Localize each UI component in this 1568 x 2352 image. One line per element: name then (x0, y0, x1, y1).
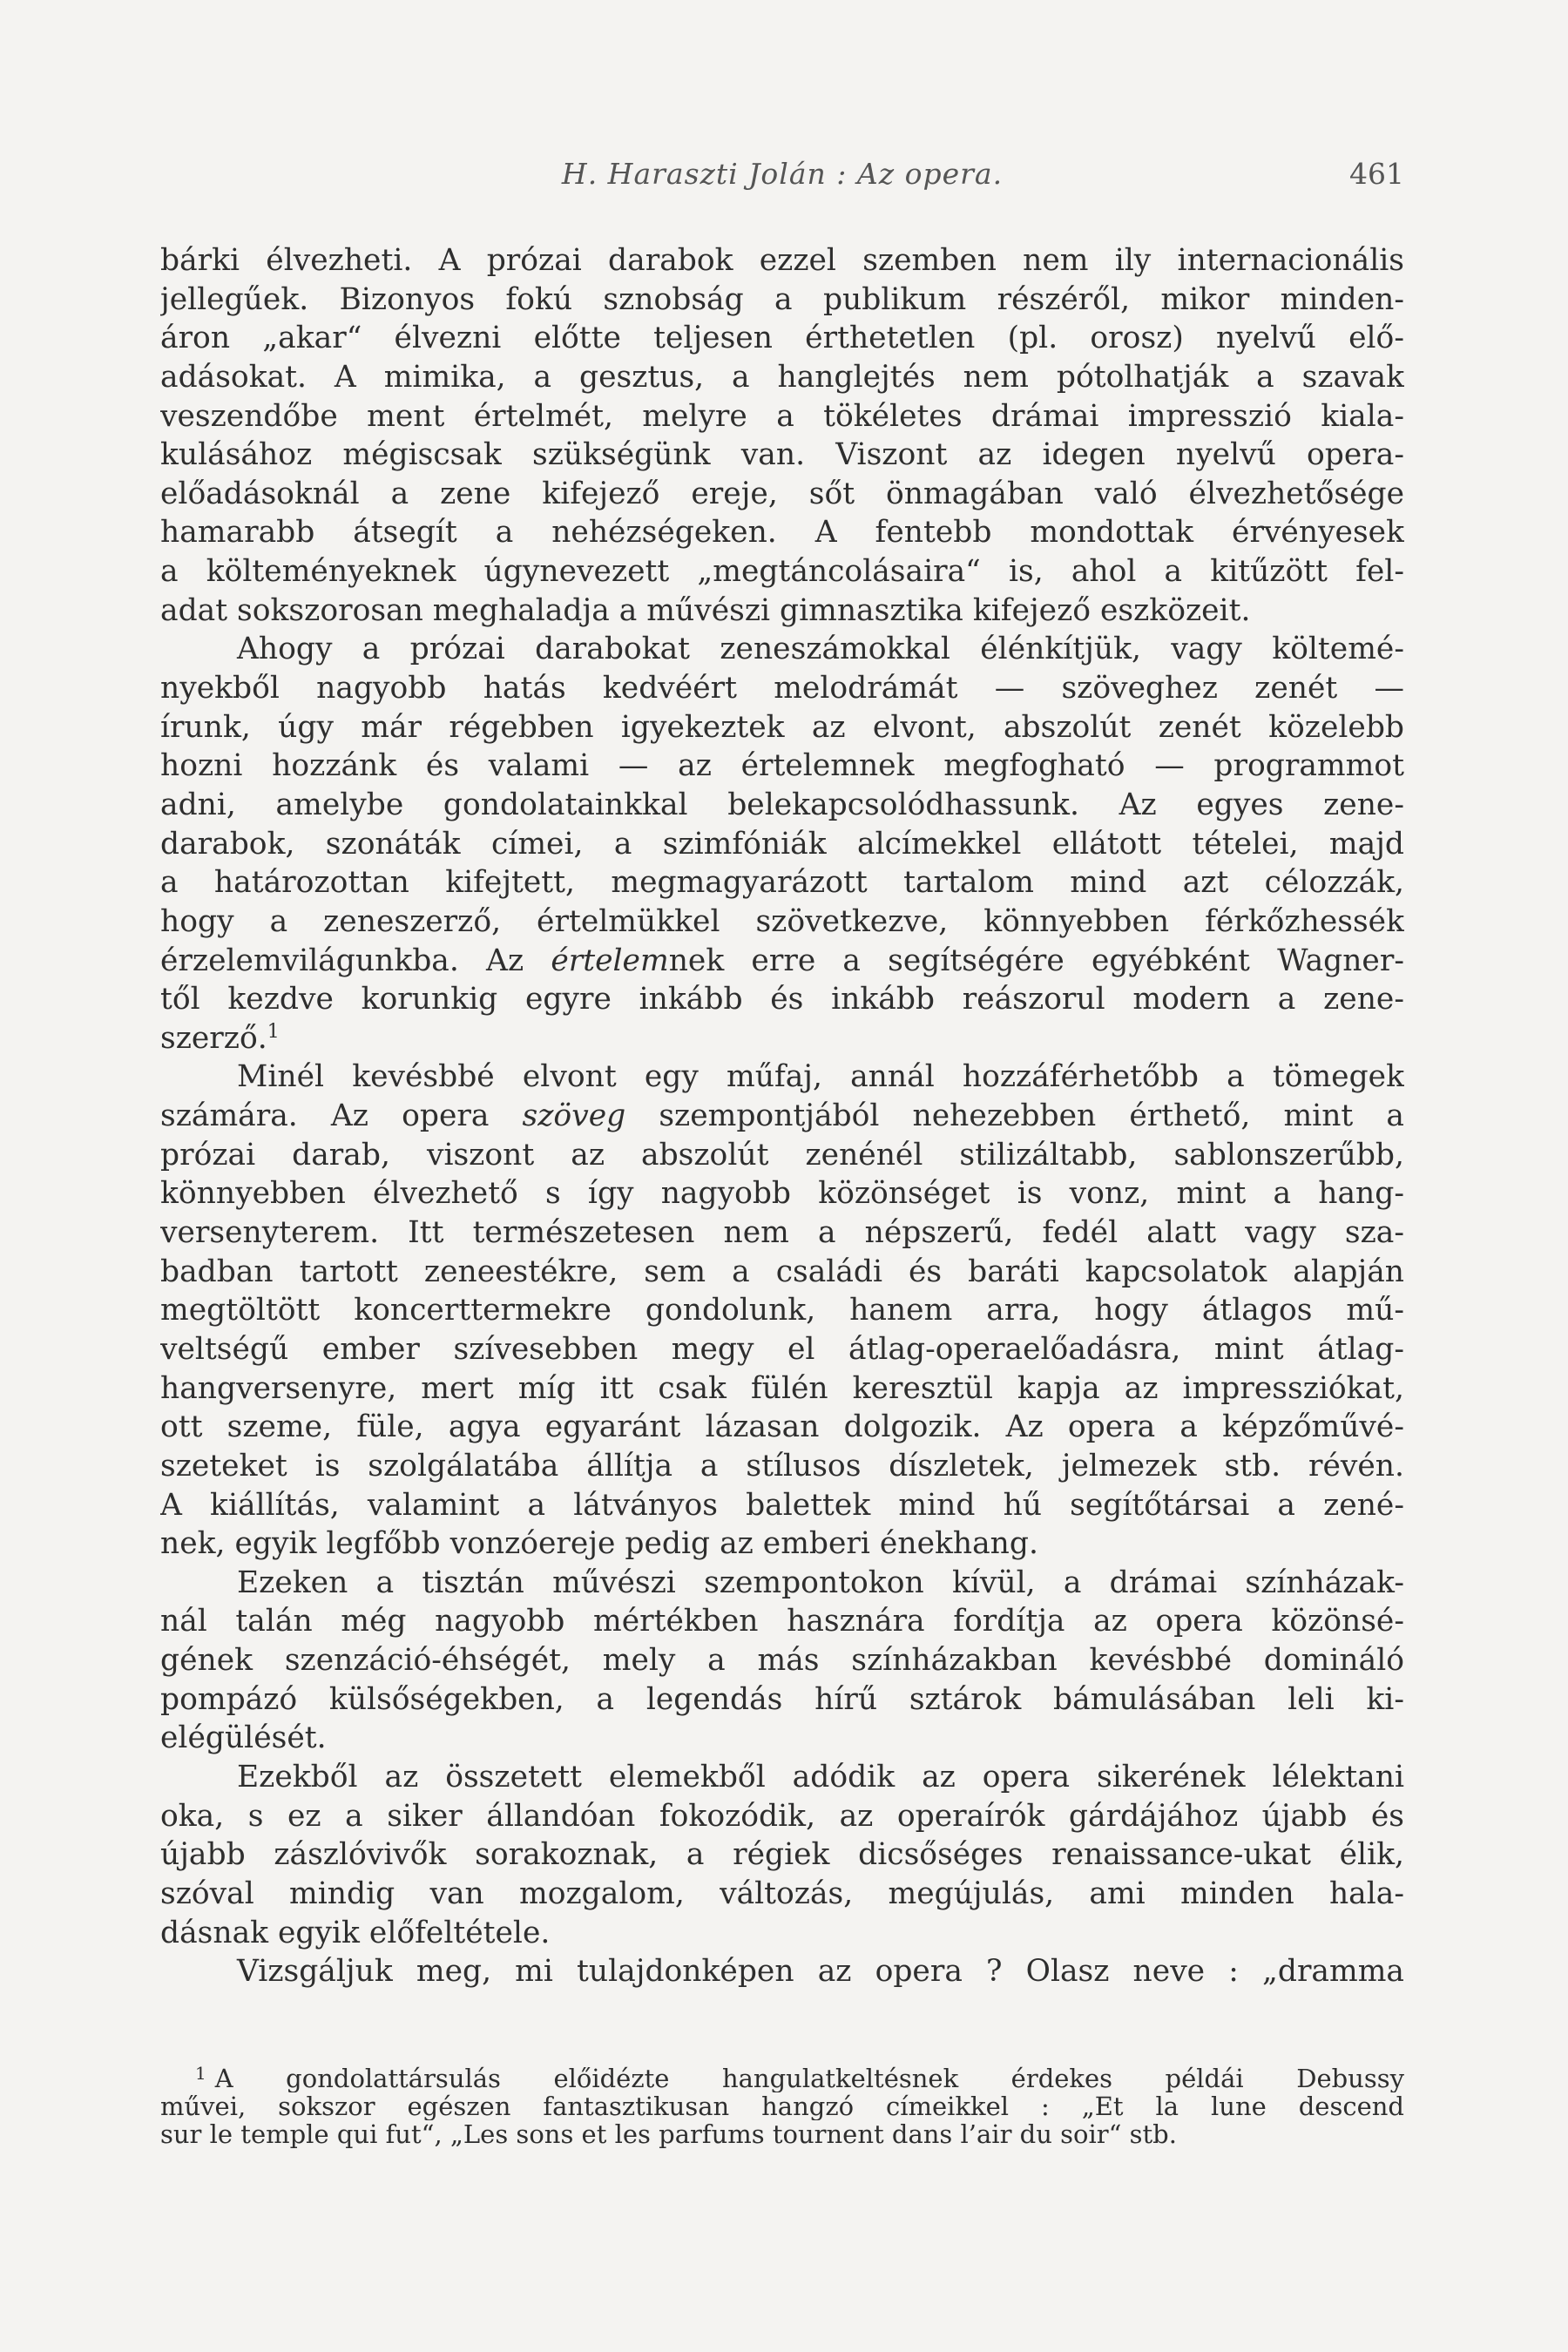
paragraph (160, 1952, 1404, 1991)
text-line: ott szeme, füle, agya egyaránt lázasan dolgozik. Az opera a képzőművé- (160, 1409, 1404, 1445)
running-head (160, 157, 1404, 209)
text-line: veszendőbe ment értelmét, melyre a tökéletes drámai impresszió kiala- (160, 398, 1404, 434)
footnote-reference: 1 (267, 1020, 280, 1043)
text-line: prózai darab, viszont az abszolút zenénél stilizáltabb, sablonszerűbb, (160, 1137, 1404, 1173)
footnote-line: sur le temple qui fut“, „Les sons et les parfums tournent dans l’air du soir“ stb. (160, 2120, 1177, 2148)
paragraph (160, 1058, 1404, 1563)
text-line: a határozottan kifejtett, megmagyarázott tartalom mind azt célozzák, (160, 865, 1404, 901)
text-line: hamarabb átsegít a nehézségeken. A fentebb mondottak érvényesek (160, 515, 1404, 551)
text-line: számára. Az opera szöveg szempontjából nehezebben érthető, mint a (160, 1098, 1404, 1134)
text-line: nyekből nagyobb hatás kedvéért melodrámát — szöveghez zenét — (160, 671, 1404, 706)
running-title: H. Haraszti Jolán : Az opera. (561, 157, 1004, 191)
text-line: adásokat. A mimika, a gesztus, a hanglejtés nem pótolhatják a szavak (160, 359, 1404, 395)
footnote (160, 2065, 1404, 2148)
text-line: Ahogy a prózai darabokat zeneszámokkal élénkítjük, vagy költemé- (237, 632, 1404, 667)
text-line: hogy a zeneszerző, értelmükkel szövetkezve, könnyebben férkőzhessék (160, 903, 1404, 939)
footnote-line: $^1$ A gondolattársulás előidézte hangulatkeltésnek érdekes példái Debussy (195, 2065, 1404, 2092)
text-line: től kezdve korunkig egyre inkább és inkább reászorul modern a zene- (160, 982, 1404, 1017)
text-line: a költeményeknek úgynevezett „megtáncolásaira“ is, ahol a kitűzött fel- (160, 554, 1404, 590)
page-number: 461 (1349, 157, 1404, 191)
text-line: gének szenzáció-éhségét, mely a más színházakban kevésbbé domináló (160, 1643, 1404, 1679)
body-text (160, 241, 1404, 1991)
text-line: dásnak egyik előfeltétele. (160, 1915, 551, 1950)
text-line: badban tartott zeneestékre, sem a családi és baráti kapcsolatok alapján (160, 1254, 1404, 1289)
text-line: Ezekből az összetett elemekből adódik az opera sikerének lélektani (237, 1759, 1404, 1794)
text-line: nek, egyik legfőbb vonzóereje pedig az emberi énekhang. (160, 1526, 1038, 1562)
text-line: kulásához mégiscsak szükségünk van. Viszont az idegen nyelvű opera- (160, 437, 1404, 473)
emphasis: értelem (551, 943, 669, 978)
text-line: megtöltött koncerttermekre gondolunk, hanem arra, hogy átlagos mű- (160, 1293, 1404, 1328)
text-line: jellegűek. Bizonyos fokú sznobság a publikum részéről, mikor minden- (160, 281, 1404, 317)
text-line: nál talán még nagyobb mértékben hasznára fordítja az opera közönsé- (160, 1604, 1404, 1639)
text-line: adni, amelybe gondolatainkkal belekapcsolódhassunk. Az egyes zene- (160, 787, 1404, 822)
paragraph (160, 1758, 1404, 1952)
paragraph (160, 241, 1404, 630)
text-line: bárki élvezheti. A prózai darabok ezzel szemben nem ily internacionális (160, 243, 1404, 278)
text-line: érzelemvilágunkba. Az értelemnek erre a segítségére egyébként Wagner- (160, 943, 1404, 978)
text-line: írunk, úgy már régebben igyekeztek az elvont, abszolút zenét közelebb (160, 709, 1404, 745)
text-line: veltségű ember szívesebben megy el átlag-operaelőadásra, mint átlag- (160, 1331, 1404, 1367)
text-line: szóval mindig van mozgalom, változás, megújulás, ami minden hala- (160, 1876, 1404, 1911)
text-line: A kiállítás, valamint a látványos balettek mind hű segítőtársai a zené- (160, 1487, 1404, 1523)
text-line: hangversenyre, mert míg itt csak fülén keresztül kapja az impressziókat, (160, 1370, 1404, 1406)
footnote-marker: 1 (195, 2065, 206, 2084)
text-line: elégülését. (160, 1720, 327, 1756)
text-line: szerző.$^1$ (160, 1020, 280, 1056)
text-line: pompázó külsőségekben, a legendás hírű sztárok bámulásában leli ki- (160, 1681, 1404, 1717)
text-line: adat sokszorosan meghaladja a művészi gimnasztika kifejező eszközeit. (160, 592, 1251, 628)
paragraph (160, 630, 1404, 1058)
text-line: Ezeken a tisztán művészi szempontokon kívül, a drámai színházak- (237, 1565, 1404, 1600)
paragraph (160, 1564, 1404, 1758)
text-line: hozni hozzánk és valami — az értelemnek megfogható — programmot (160, 748, 1404, 784)
text-line: könnyebben élvezhető s így nagyobb közönséget is vonz, mint a hang- (160, 1176, 1404, 1212)
footnotes (160, 2065, 1404, 2148)
text-line: előadásoknál a zene kifejező ereje, sőt önmagában való élvezhetősége (160, 476, 1404, 511)
text-line: Minél kevésbbé elvont egy műfaj, annál hozzáférhetőbb a tömegek (237, 1059, 1404, 1095)
emphasis: szöveg (522, 1098, 626, 1134)
text-line: Vizsgáljuk meg, mi tulajdonképen az opera ? Olasz neve : „dramma (237, 1954, 1404, 1990)
text-line: szeteket is szolgálatába állítja a stílusos díszletek, jelmezek stb. révén. (160, 1448, 1404, 1484)
text-line: versenyterem. Itt természetesen nem a népszerű, fedél alatt vagy sza- (160, 1215, 1404, 1251)
text-line: újabb zászlóvivők sorakoznak, a régiek dicsőséges renaissance-ukat élik, (160, 1837, 1404, 1873)
text-line: oka, s ez a siker állandóan fokozódik, az operaírók gárdájához újabb és (160, 1798, 1404, 1834)
footnote-line: művei, sokszor egészen fantasztikusan hangzó címeikkel : „Et la lune descend (160, 2092, 1404, 2120)
text-line: áron „akar“ élvezni előtte teljesen érthetetlen (pl. orosz) nyelvű elő- (160, 321, 1404, 356)
text-line: darabok, szonáták címei, a szimfóniák alcímekkel ellátott tételei, majd (160, 826, 1404, 862)
